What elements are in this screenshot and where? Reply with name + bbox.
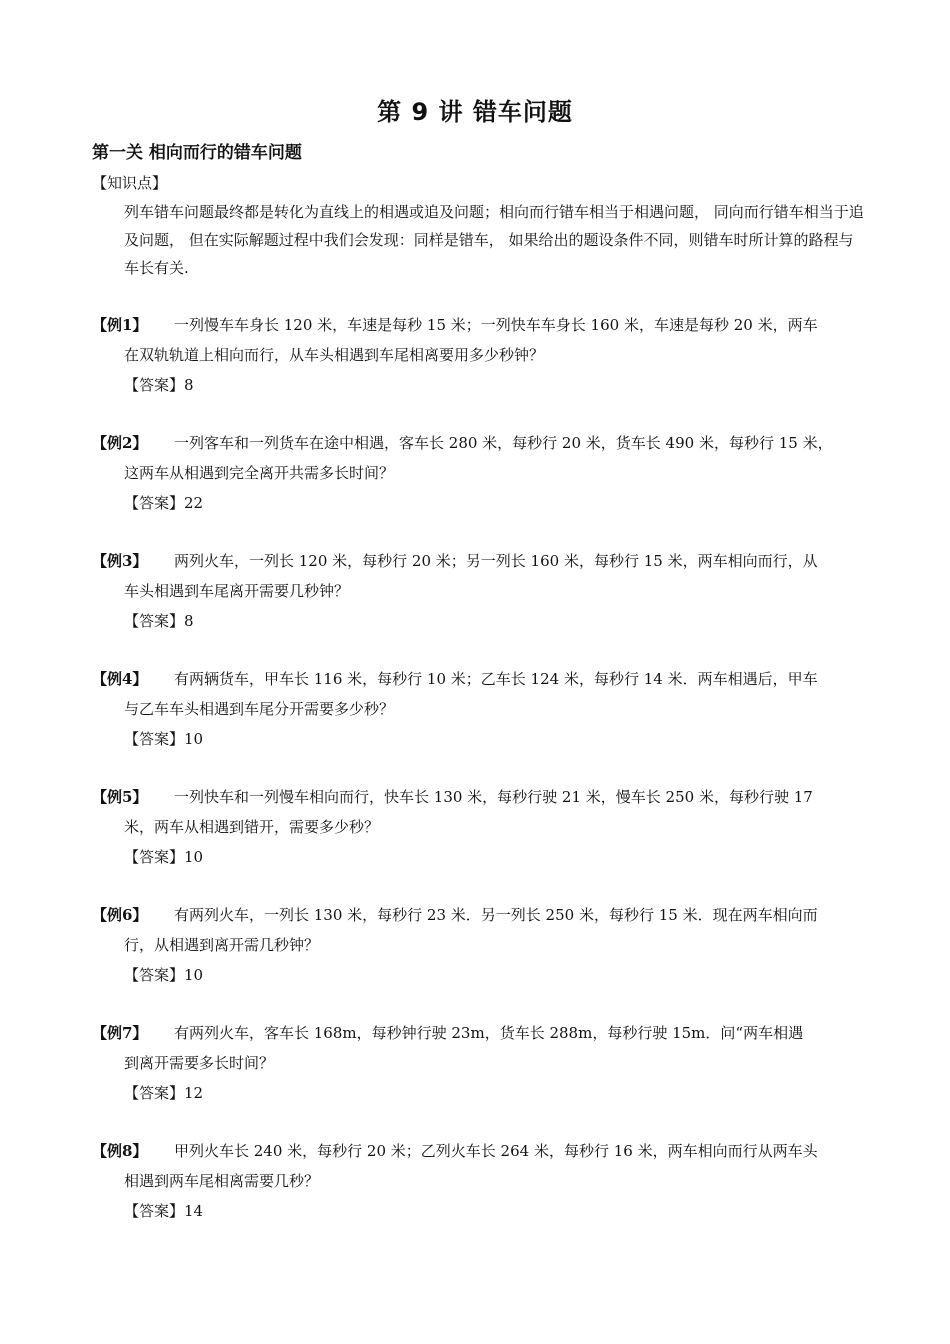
knowledge-text: 列车错车问题最终都是转化为直线上的相遇或追及问题；相向而行错车相当于相遇问题， 同向而行错车相当于追及问题， 但在实际解题过程中我们会发现：同样是错车， 如果给出的题设条件不同，则错车时所计算的路程与车长有关.: [124, 203, 864, 277]
answer-label: 【答案】: [124, 494, 185, 512]
example-answer: [92, 488, 872, 518]
example-label: 【例3】: [92, 552, 148, 570]
example-3: [92, 546, 872, 636]
example-question: 一列快车和一列慢车相向而行，快车长 130 米，每秒行驶 21 米，慢车长 250 米，每秒行驶 17: [174, 788, 813, 806]
example-label: 【例4】: [92, 670, 148, 688]
example-label: 【例1】: [92, 316, 148, 334]
example-answer: [92, 724, 872, 754]
example-1: [92, 310, 872, 400]
example-question-cont: 米，两车从相遇到错开，需要多少秒？: [124, 818, 380, 836]
knowledge-label: 【知识点】: [92, 174, 168, 192]
example-question: 有两列火车，一列长 130 米，每秒行 23 米．另一列长 250 米，每秒行 15 米．现在两车相向而: [174, 906, 818, 924]
example-question: 有两列火车，客车长 168m，每秒钟行驶 23m，货车长 288m，每秒行驶 15m．问“两车相遇: [174, 1024, 804, 1042]
example-6: [92, 900, 872, 990]
example-answer: [92, 606, 872, 636]
example-label: 【例2】: [92, 434, 148, 452]
answer-value: 12: [184, 1084, 204, 1102]
answer-value: 10: [184, 730, 204, 748]
answer-label: 【答案】: [124, 966, 185, 984]
answer-value: 8: [184, 612, 194, 630]
example-question: 甲列火车长 240 米，每秒行 20 米；乙列火车长 264 米，每秒行 16 米，两车相向而行从两车头: [174, 1142, 818, 1160]
answer-value: 22: [184, 494, 204, 512]
answer-value: 8: [184, 376, 194, 394]
example-question: 有两辆货车，甲车长 116 米，每秒行 10 米；乙车长 124 米，每秒行 14 米．两车相遇后，甲车: [174, 670, 818, 688]
answer-label: 【答案】: [124, 1084, 185, 1102]
answer-label: 【答案】: [124, 376, 185, 394]
example-2: [92, 428, 872, 518]
example-answer: [92, 842, 872, 872]
example-question-cont: 到离开需要多长时间？: [124, 1054, 275, 1072]
example-question: 一列慢车车身长 120 米，车速是每秒 15 米；一列快车车身长 160 米，车速是每秒 20 米，两车: [174, 316, 818, 334]
example-8: [92, 1136, 872, 1226]
example-4: [92, 664, 872, 754]
answer-label: 【答案】: [124, 848, 185, 866]
example-question-cont: 相遇到两车尾相离需要几秒？: [124, 1172, 320, 1190]
example-5: [92, 782, 872, 872]
page-title: 第 9 讲 错车问题: [377, 98, 573, 126]
example-question: 一列客车和一列货车在途中相遇，客车长 280 米，每秒行 20 米，货车长 490 米，每秒行 15 米，: [174, 434, 833, 452]
answer-label: 【答案】: [124, 1202, 185, 1220]
example-question-cont: 这两车从相遇到完全离开共需多长时间？: [124, 464, 395, 482]
answer-label: 【答案】: [124, 730, 185, 748]
example-label: 【例5】: [92, 788, 148, 806]
example-7: [92, 1018, 872, 1108]
example-answer: [92, 1196, 872, 1226]
example-question-cont: 行，从相遇到离开需几秒钟？: [124, 936, 320, 954]
answer-value: 10: [184, 966, 204, 984]
example-question-cont: 在双轨轨道上相向而行，从车头相遇到车尾相离要用多少秒钟？: [124, 346, 545, 364]
section-title: 第一关 相向而行的错车问题: [92, 143, 302, 163]
example-label: 【例6】: [92, 906, 148, 924]
example-question: 两列火车，一列长 120 米，每秒行 20 米；另一列长 160 米，每秒行 15 米，两车相向而行，从: [174, 552, 818, 570]
example-answer: [92, 1078, 872, 1108]
answer-label: 【答案】: [124, 612, 185, 630]
example-answer: [92, 370, 872, 400]
example-label: 【例8】: [92, 1142, 148, 1160]
example-question-cont: 车头相遇到车尾离开需要几秒钟？: [124, 582, 350, 600]
answer-value: 10: [184, 848, 204, 866]
example-question-cont: 与乙车车头相遇到车尾分开需要多少秒？: [124, 700, 395, 718]
example-answer: [92, 960, 872, 990]
answer-value: 14: [184, 1202, 204, 1220]
example-label: 【例7】: [92, 1024, 148, 1042]
